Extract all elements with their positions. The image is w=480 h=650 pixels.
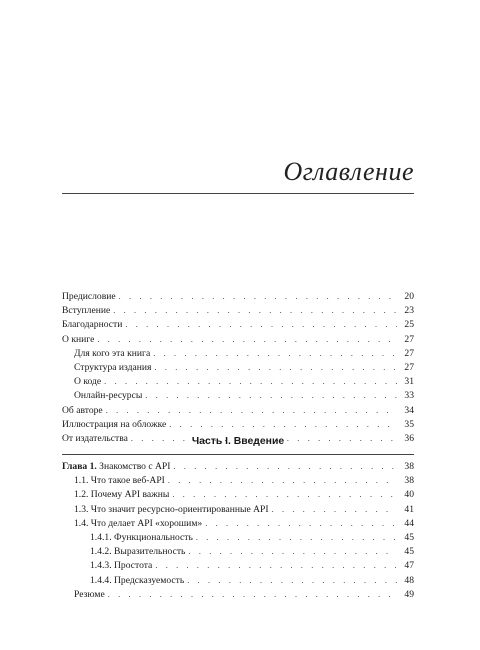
dot-leader [188, 545, 397, 559]
dot-leader [172, 488, 397, 502]
dot-leader [104, 375, 397, 389]
dot-leader [119, 290, 397, 304]
toc-entry-text: 1.4.1. Функциональность [90, 531, 193, 543]
toc-entry-page: 44 [404, 517, 414, 529]
toc-entry-text: 1.2. Почему API важны [74, 489, 170, 501]
toc-entry-page: 38 [404, 461, 414, 472]
toc-entry-text: О коде [74, 376, 102, 388]
toc-entry-page: 40 [404, 489, 414, 501]
title-divider [62, 193, 414, 194]
dot-leader [153, 347, 397, 361]
toc-entry-page: 48 [404, 574, 414, 586]
toc-entry[interactable] [62, 290, 414, 304]
toc-entry-label [62, 460, 173, 474]
toc-entry-label [74, 488, 172, 502]
toc-entry-text: 1.4.3. Простота [90, 560, 153, 572]
toc-entry-text: 1.4.4. Предсказуемость [90, 574, 185, 586]
dot-leader [173, 460, 397, 474]
toc-entry-label [74, 389, 145, 403]
page-title: Оглавление [283, 157, 414, 186]
toc-entry[interactable] [62, 333, 414, 347]
toc-entry-label [74, 517, 205, 531]
toc-entry-page: 49 [404, 588, 414, 600]
toc-entry-page: 33 [404, 390, 414, 402]
toc-entry[interactable] [62, 304, 414, 318]
toc-entry-page: 45 [404, 531, 414, 543]
toc-entry-page: 31 [404, 376, 414, 388]
toc-entry[interactable] [62, 418, 414, 432]
dot-leader [196, 531, 397, 545]
toc-entry[interactable] [62, 517, 414, 531]
toc-entry-page: 25 [404, 319, 414, 331]
toc-entry-text: Вступление [62, 305, 111, 317]
dot-leader [187, 574, 397, 588]
toc-entry[interactable] [62, 559, 414, 573]
toc-entry[interactable] [62, 503, 414, 517]
toc-entry-label [62, 333, 97, 347]
toc-entry-text: Резюме [74, 588, 105, 600]
toc-entry-label [62, 304, 113, 318]
toc-entry-label [74, 375, 104, 389]
toc-entry-page: 34 [404, 404, 414, 416]
toc-entry[interactable] [62, 588, 414, 602]
dot-leader [154, 361, 397, 375]
toc-entry-text: Об авторе [62, 404, 103, 416]
toc-entry-text: Онлайн-ресурсы [74, 390, 143, 402]
toc-entry[interactable] [62, 574, 414, 588]
toc-entry-label [74, 588, 108, 602]
toc-entry-text: От издательства [62, 432, 128, 444]
toc-entry-text: 1.4. Что делает API «хорошим» [74, 517, 203, 529]
toc-entry[interactable] [62, 545, 414, 559]
toc-entry-text: О книге [62, 333, 95, 345]
toc-entry-page: 38 [404, 475, 414, 487]
dot-leader [145, 389, 397, 403]
dot-leader [168, 474, 397, 488]
toc-entry[interactable] [62, 389, 414, 403]
toc-entry-page: 27 [404, 361, 414, 373]
toc-entry-text: Благодарности [62, 319, 123, 331]
toc-entry[interactable] [62, 474, 414, 488]
toc-entry-label [74, 474, 168, 488]
dot-leader [272, 503, 397, 517]
toc-entry-page: 41 [404, 503, 414, 515]
dot-leader [155, 559, 397, 573]
dot-leader [108, 588, 397, 602]
dot-leader [97, 333, 397, 347]
toc-entry-text: Предисловие [62, 291, 116, 302]
toc-entry-text: 1.4.2. Выразительность [90, 546, 186, 558]
part-divider [62, 454, 414, 455]
toc-entry[interactable] [62, 318, 414, 332]
toc-entry-page: 27 [404, 333, 414, 345]
toc-entry-label [90, 559, 155, 573]
toc-entry-page: 23 [404, 305, 414, 317]
toc-entry[interactable] [62, 347, 414, 361]
chapter-toc [62, 460, 414, 602]
toc-entry-text: Структура издания [74, 361, 152, 373]
dot-leader [113, 304, 397, 318]
toc-entry-page: 27 [404, 347, 414, 359]
toc-entry[interactable] [62, 375, 414, 389]
toc-entry-label [74, 503, 272, 517]
dot-leader [169, 418, 397, 432]
toc-entry-label [62, 318, 125, 332]
dot-leader [125, 318, 397, 332]
toc-entry-label [74, 361, 154, 375]
toc-entry-text: Иллюстрация на обложке [62, 418, 167, 430]
dot-leader [205, 517, 397, 531]
toc-entry-page: 35 [404, 418, 414, 430]
toc-entry[interactable] [62, 361, 414, 375]
toc-entry-label [90, 545, 188, 559]
front-matter-toc [62, 290, 414, 446]
toc-entry-label [62, 418, 169, 432]
toc-entry-label [90, 531, 196, 545]
toc-entry-label [62, 404, 106, 418]
toc-entry-label [62, 290, 119, 304]
chapter-number: Глава 1. [62, 461, 97, 472]
toc-entry[interactable] [62, 404, 414, 418]
toc-entry-page: 20 [404, 291, 414, 302]
toc-entry-label [90, 574, 187, 588]
dot-leader [106, 404, 397, 418]
toc-entry-label [74, 347, 153, 361]
toc-entry-text: Для кого эта книга [74, 347, 151, 359]
toc-entry[interactable] [62, 531, 414, 545]
toc-entry-page: 36 [404, 432, 414, 444]
toc-entry-text: Знакомство с API [96, 461, 171, 472]
toc-entry-text: 1.3. Что значит ресурсно-ориентированные API [74, 503, 269, 515]
toc-entry-text: 1.1. Что такое веб-API [74, 475, 165, 487]
toc-entry-page: 47 [404, 560, 414, 572]
toc-entry-page: 45 [404, 546, 414, 558]
toc-entry[interactable] [62, 460, 414, 474]
toc-entry[interactable] [62, 488, 414, 502]
part-heading: Часть I. Введение [191, 436, 285, 447]
